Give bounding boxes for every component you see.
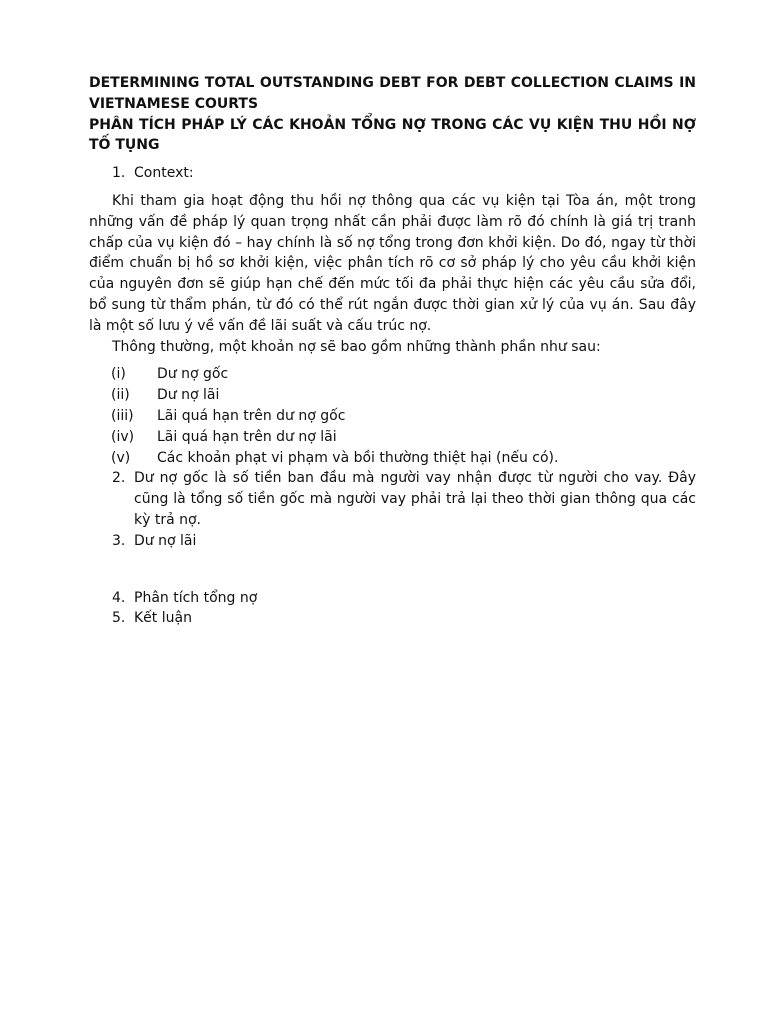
components-intro-paragraph: Thông thường, một khoản nợ sẽ bao gồm những thành phần như sau: [112, 338, 601, 355]
component-text: Dư nợ gốc [157, 366, 229, 383]
section-context [89, 163, 696, 184]
component-text: Lãi quá hạn trên dư nợ gốc [157, 407, 346, 424]
context-paragraph: Khi tham gia hoạt động thu hồi nợ thông qua các vụ kiện tại Tòa án, một trong những vấn đề pháp lý quan trọng nhất cần phải được làm rõ đó chính là giá trị tranh chấp của vụ kiện đó – hay chính là số nợ tổng trong đơn khởi kiện. Do đó, ngay từ thời điểm chuẩn bị hồ sơ khởi kiện, việc phân tích rõ cơ sở pháp lý cho yêu cầu khởi kiện của nguyên đơn sẽ giúp hạn chế đến mức tối đa phải thực hiện các yêu cầu sửa đổi, bổ sung từ thẩm phán, từ đó có thể rút ngắn được thời gian xử lý của vụ án. Sau đây là một số lưu ý về vấn đề lãi suất và cấu trúc nợ. [89, 192, 696, 334]
section-interest-debt [89, 531, 696, 552]
component-item [89, 364, 696, 385]
section-heading: Context: [134, 165, 194, 182]
document-page [89, 73, 696, 629]
section-number: 2. [112, 470, 126, 487]
component-text: Dư nợ lãi [157, 387, 220, 404]
section-number: 3. [112, 532, 126, 549]
component-item [89, 385, 696, 406]
component-marker: (v) [111, 449, 131, 466]
component-item [89, 406, 696, 427]
component-marker: (iv) [111, 428, 135, 445]
section-total-debt-analysis [89, 588, 696, 609]
section-number: 4. [112, 589, 126, 606]
component-marker: (iii) [111, 407, 134, 424]
section-number: 5. [112, 610, 126, 627]
component-marker: (ii) [111, 387, 130, 404]
component-marker: (i) [111, 366, 126, 383]
section-heading: Dư nợ lãi [134, 532, 197, 549]
section-text: Dư nợ gốc là số tiền ban đầu mà người vay nhận được từ người cho vay. Đây cũng là tổng số tiền gốc mà người vay phải trả lại theo thời gian thông qua các kỳ trả nợ. [134, 470, 696, 528]
component-item [89, 448, 696, 469]
title-english: DETERMINING TOTAL OUTSTANDING DEBT FOR DEBT COLLECTION CLAIMS IN VIETNAMESE COURTS [89, 75, 696, 112]
section-principal-debt [89, 468, 696, 530]
title-vietnamese: PHÂN TÍCH PHÁP LÝ CÁC KHOẢN TỔNG NỢ TRONG CÁC VỤ KIỆN THU HỒI NỢ TỐ TỤNG [89, 116, 696, 154]
component-text: Lãi quá hạn trên dư nợ lãi [157, 428, 337, 445]
section-heading: Kết luận [134, 610, 192, 627]
component-item [89, 427, 696, 448]
section-heading: Phân tích tổng nợ [134, 589, 258, 606]
section-conclusion [89, 608, 696, 629]
component-text: Các khoản phạt vi phạm và bồi thường thiệt hại (nếu có). [157, 449, 559, 466]
section-number: 1. [112, 165, 126, 182]
